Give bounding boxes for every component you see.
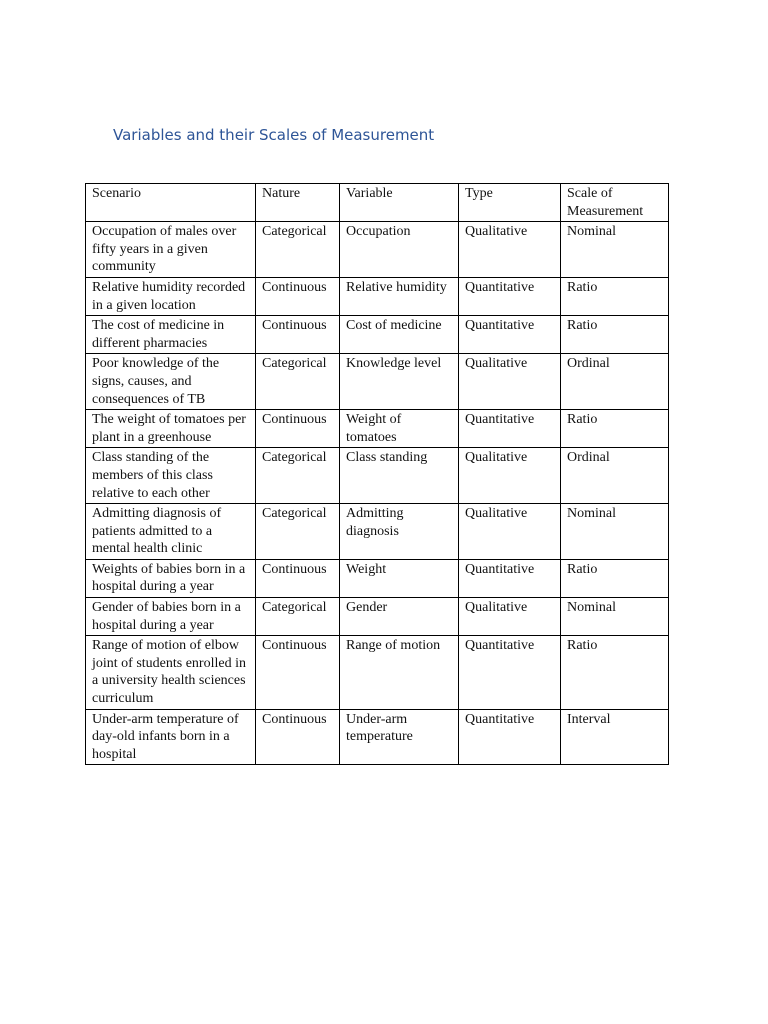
cell-scale: Ratio (561, 277, 669, 315)
cell-scenario: Relative humidity recorded in a given location (86, 277, 256, 315)
cell-type: Quantitative (459, 636, 561, 709)
cell-scenario: Admitting diagnosis of patients admitted to a mental health clinic (86, 504, 256, 560)
cell-type: Quantitative (459, 316, 561, 354)
cell-scenario: The weight of tomatoes per plant in a greenhouse (86, 410, 256, 448)
cell-nature: Categorical (256, 448, 340, 504)
header-scenario: Scenario (86, 184, 256, 222)
cell-type: Qualitative (459, 354, 561, 410)
page-title: Variables and their Scales of Measurement (113, 126, 435, 144)
cell-scale: Ratio (561, 636, 669, 709)
table-row (86, 559, 669, 597)
cell-scenario: Occupation of males over fifty years in a given community (86, 222, 256, 278)
cell-variable: Knowledge level (340, 354, 459, 410)
cell-scenario: The cost of medicine in different pharmacies (86, 316, 256, 354)
cell-type: Qualitative (459, 448, 561, 504)
cell-variable: Range of motion (340, 636, 459, 709)
cell-nature: Categorical (256, 504, 340, 560)
cell-variable: Gender (340, 598, 459, 636)
cell-nature: Continuous (256, 316, 340, 354)
cell-type: Quantitative (459, 709, 561, 765)
cell-scale: Ratio (561, 410, 669, 448)
cell-nature: Continuous (256, 559, 340, 597)
cell-nature: Continuous (256, 277, 340, 315)
cell-scale: Ordinal (561, 354, 669, 410)
cell-nature: Continuous (256, 709, 340, 765)
cell-scenario: Weights of babies born in a hospital during a year (86, 559, 256, 597)
cell-variable: Occupation (340, 222, 459, 278)
table-row (86, 448, 669, 504)
cell-scale: Nominal (561, 222, 669, 278)
cell-nature: Categorical (256, 222, 340, 278)
cell-type: Qualitative (459, 598, 561, 636)
cell-scale: Nominal (561, 504, 669, 560)
cell-scale: Ordinal (561, 448, 669, 504)
measurement-table (85, 183, 669, 765)
cell-scenario: Class standing of the members of this class relative to each other (86, 448, 256, 504)
table-row (86, 277, 669, 315)
cell-variable: Under-arm temperature (340, 709, 459, 765)
cell-scenario: Poor knowledge of the signs, causes, and consequences of TB (86, 354, 256, 410)
cell-variable: Class standing (340, 448, 459, 504)
cell-variable: Weight (340, 559, 459, 597)
cell-scenario: Under-arm temperature of day-old infants born in a hospital (86, 709, 256, 765)
cell-scale: Nominal (561, 598, 669, 636)
cell-scale: Interval (561, 709, 669, 765)
cell-nature: Categorical (256, 354, 340, 410)
cell-scale: Ratio (561, 316, 669, 354)
header-variable: Variable (340, 184, 459, 222)
cell-type: Qualitative (459, 222, 561, 278)
table-row (86, 598, 669, 636)
header-scale-of-measurement: Scale of Measurement (561, 184, 669, 222)
cell-variable: Admitting diagnosis (340, 504, 459, 560)
table-row (86, 504, 669, 560)
cell-type: Quantitative (459, 410, 561, 448)
table-row (86, 709, 669, 765)
cell-type: Quantitative (459, 559, 561, 597)
cell-scale: Ratio (561, 559, 669, 597)
table-row (86, 316, 669, 354)
cell-scenario: Range of motion of elbow joint of students enrolled in a university health sciences curriculum (86, 636, 256, 709)
cell-type: Quantitative (459, 277, 561, 315)
cell-type: Qualitative (459, 504, 561, 560)
table-row (86, 410, 669, 448)
cell-variable: Weight of tomatoes (340, 410, 459, 448)
cell-scenario: Gender of babies born in a hospital during a year (86, 598, 256, 636)
table-header-row (86, 184, 669, 222)
header-nature: Nature (256, 184, 340, 222)
table-row (86, 222, 669, 278)
cell-nature: Continuous (256, 636, 340, 709)
cell-nature: Categorical (256, 598, 340, 636)
cell-nature: Continuous (256, 410, 340, 448)
table-row (86, 636, 669, 709)
cell-variable: Cost of medicine (340, 316, 459, 354)
cell-variable: Relative humidity (340, 277, 459, 315)
table-row (86, 354, 669, 410)
header-type: Type (459, 184, 561, 222)
